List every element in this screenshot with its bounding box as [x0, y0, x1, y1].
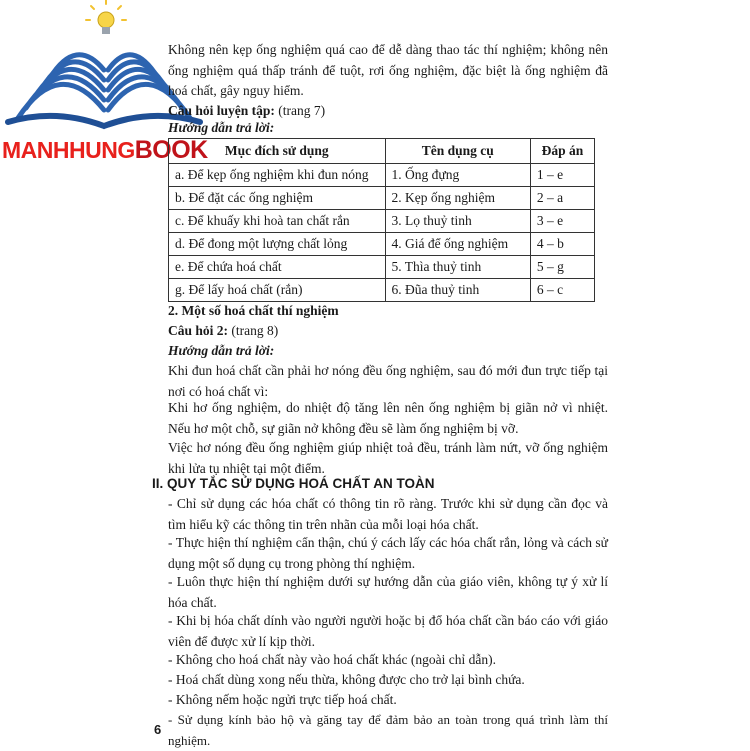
answer-guide-heading-1: Hướng dẫn trả lời: [168, 120, 275, 135]
q2-paragraph: Việc hơ nóng đều ống nghiệm giúp nhiệt toả đều, tránh làm nứt, vỡ ống nghiệm khi lửa tụ nhiệt tại một điểm. [168, 440, 608, 476]
table-header-row [169, 139, 595, 164]
question-2-heading [168, 321, 608, 342]
table-cell-tool: 1. Ống đựng [385, 164, 530, 187]
table-header-cell: Mục đích sử dụng [169, 139, 386, 164]
brand-name-part2: BOOK [134, 136, 208, 164]
table-cell-tool: 6. Đũa thuỷ tinh [385, 279, 530, 302]
rule-item: - Thực hiện thí nghiệm cẩn thận, chú ý cách lấy các hóa chất rắn, lỏng và cách sử dụng một số dụng cụ trong phòng thí nghiệm. [168, 535, 608, 571]
brand-name-part1: MANHHUNG [2, 137, 135, 163]
rule-item: - Khi bị hóa chất dính vào người người hoặc bị đổ hóa chất cần báo cáo với giáo viên để được xử lí kịp thời. [168, 613, 608, 649]
table-cell-tool: 3. Lọ thuỷ tinh [385, 210, 530, 233]
q2-paragraph: Khi đun hoá chất cần phải hơ nóng đều ống nghiệm, sau đó mới đun trực tiếp tại nơi có hoá chất vì: [168, 363, 608, 399]
section-ii-heading: II. QUY TẮC SỬ DỤNG HOÁ CHẤT AN TOÀN [152, 476, 435, 491]
table-cell-purpose: c. Để khuấy khi hoà tan chất rắn [169, 210, 386, 233]
table-row [169, 256, 595, 279]
table-cell-tool: 4. Giá để ống nghiệm [385, 233, 530, 256]
section-2-heading: 2. Một số hoá chất thí nghiệm [168, 303, 339, 318]
table-cell-purpose: e. Để chứa hoá chất [169, 256, 386, 279]
table-cell-purpose: d. Để đong một lượng chất lỏng [169, 233, 386, 256]
intro-paragraph: Không nên kẹp ống nghiệm quá cao để dễ dàng thao tác thí nghiệm; không nên ống nghiệm quá thấp tránh để tuột, rơi ống nghiệm, đặc biệt là ống nghiệm đã hoá chất, gây nguy hiểm. [168, 42, 608, 98]
equipment-answer-table [168, 138, 595, 302]
table-cell-answer: 6 – c [530, 279, 594, 302]
table-cell-answer: 1 – e [530, 164, 594, 187]
question-2-label: Câu hỏi 2: [168, 323, 229, 338]
table-cell-answer: 5 – g [530, 256, 594, 279]
practice-heading-label: Câu hỏi luyện tập: [168, 103, 275, 118]
table-row [169, 164, 595, 187]
question-2-page: (trang 8) [228, 323, 279, 338]
page-number: 6 [154, 722, 162, 737]
rule-item: - Sử dụng kính bảo hộ và găng tay để đảm bảo an toàn trong quá trình làm thí nghiệm. [168, 712, 608, 748]
rule-item: - Luôn thực hiện thí nghiệm dưới sự hướng dẫn của giáo viên, không tự ý xử lí hóa chất. [168, 574, 608, 610]
answer-guide-heading-2: Hướng dẫn trả lời: [168, 343, 275, 358]
table-cell-tool: 2. Kẹp ống nghiệm [385, 187, 530, 210]
table-header-cell: Tên dụng cụ [385, 139, 530, 164]
table-cell-answer: 2 – a [530, 187, 594, 210]
rule-item: - Hoá chất dùng xong nếu thừa, không được cho trở lại bình chứa. [168, 672, 525, 687]
rule-item: - Chỉ sử dụng các hóa chất có thông tin rõ ràng. Trước khi sử dụng cần đọc và tìm hiểu kỹ các thông tin trên nhãn của mỗi loại hóa chất. [168, 496, 608, 532]
table-cell-purpose: b. Để đặt các ống nghiệm [169, 187, 386, 210]
table-cell-purpose: g. Để lấy hoá chất (rắn) [169, 279, 386, 302]
table-cell-answer: 4 – b [530, 233, 594, 256]
practice-heading-page: (trang 7) [274, 103, 326, 118]
table-header-cell: Đáp án [530, 139, 594, 164]
rule-item: - Không nếm hoặc ngửi trực tiếp hoá chất. [168, 692, 397, 707]
lightbulb-icon [86, 0, 126, 34]
rule-item: - Không cho hoá chất này vào hoá chất khác (ngoài chỉ dẫn). [168, 652, 497, 667]
q2-paragraph: Khi hơ ống nghiệm, do nhiệt độ tăng lên nên ống nghiệm bị giãn nở vì nhiệt. Nếu hơ một chỗ, sự giãn nở không đều sẽ làm ống nghiệm bị vỡ. [168, 400, 608, 436]
table-cell-tool: 5. Thìa thuỷ tinh [385, 256, 530, 279]
table-row [169, 210, 595, 233]
table-row [169, 187, 595, 210]
table-row [169, 233, 595, 256]
table-row [169, 279, 595, 302]
table-cell-purpose: a. Để kẹp ống nghiệm khi đun nóng [169, 164, 386, 187]
table-cell-answer: 3 – e [530, 210, 594, 233]
